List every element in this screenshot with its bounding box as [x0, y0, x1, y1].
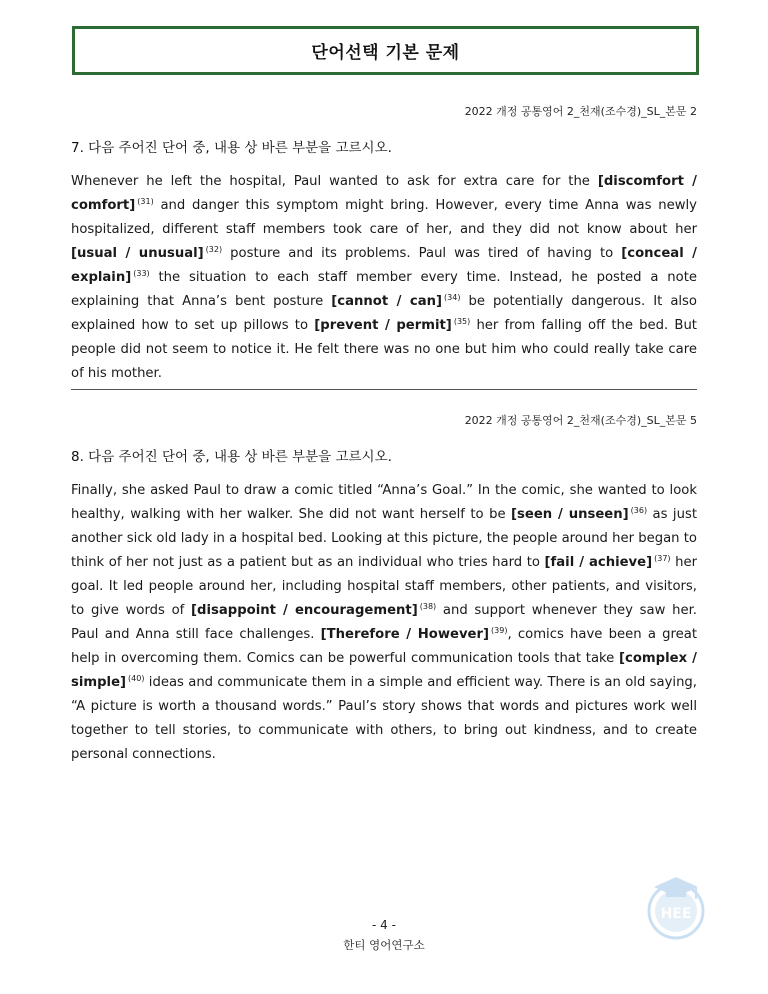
- passage-1: [71, 170, 697, 386]
- passage-text: be potentially dangerous. It also explained how to set up pillows to: [71, 294, 697, 333]
- choice-34: [cannot / can]: [331, 294, 443, 309]
- passage-text: and danger this symptom might bring. However, every time Anna was newly hospitalized, different staff members took care of her, and they did not know about her: [71, 198, 697, 237]
- choice-40: [complex / simple]: [71, 651, 697, 690]
- passage-text: her from falling off the bed. But people did not seem to notice it. He felt there was no one but him who could really take care of his mother.: [71, 318, 697, 381]
- passage-2: [71, 479, 697, 767]
- logo-text: HEE: [660, 906, 692, 922]
- passage-text: Finally, she asked Paul to draw a comic titled “Anna’s Goal.” In the comic, she wanted to look healthy, walking with her walker. She did not want herself to be: [71, 483, 697, 522]
- blank-number-39: (39): [491, 626, 508, 635]
- worksheet-title: 단어선택 기본 문제: [311, 43, 460, 63]
- passage-text: , comics have been a great help in overcoming them. Comics can be powerful communication tools that take: [71, 627, 697, 666]
- choice-33: [conceal / explain]: [71, 246, 698, 285]
- question-8: 8. 다음 주어진 단어 중, 내용 상 바른 부분을 고르시오.: [71, 449, 392, 465]
- passage-text: and support whenever they saw her. Paul and Anna still face challenges.: [71, 603, 697, 642]
- blank-number-33: (33): [133, 269, 150, 278]
- choice-31: [discomfort / comfort]: [71, 174, 698, 213]
- passage-text: as just another sick old lady in a hospital bed. Looking at this picture, the people around her began to think of her not just as a patient but as an individual who tries hard to: [71, 507, 697, 570]
- question-7: 7. 다음 주어진 단어 중, 내용 상 바른 부분을 고르시오.: [71, 140, 392, 156]
- choice-39: [Therefore / However]: [320, 627, 490, 642]
- blank-number-34: (34): [444, 293, 461, 302]
- choice-37: [fail / achieve]: [544, 555, 653, 570]
- passage-text: posture and its problems. Paul was tired of having to: [222, 246, 622, 261]
- blank-number-35: (35): [453, 317, 471, 326]
- choice-32: [usual / unusual]: [71, 246, 204, 261]
- blank-number-38: (38): [419, 602, 437, 611]
- blank-number-40: (40): [128, 674, 145, 683]
- source-label-2: 2022 개정 공통영어 2_천재(조수경)_SL_본문 5: [464, 414, 697, 427]
- passage-text: Whenever he left the hospital, Paul wanted to ask for extra care for the: [71, 174, 598, 189]
- section-divider: [71, 389, 697, 390]
- choice-35: [prevent / permit]: [314, 318, 452, 333]
- blank-number-37: (37): [654, 554, 671, 563]
- choice-38: [disappoint / encouragement]: [191, 603, 418, 618]
- blank-number-32: (32): [205, 245, 223, 254]
- hee-logo-icon: [644, 873, 708, 943]
- passage-text: ideas and communicate them in a simple and efficient way. There is an old saying, “A picture is worth a thousand words.” Paul’s story shows that words and pictures work well together to tell stories, to communicate with others, to bring out kindness, and to create personal connections.: [71, 675, 697, 762]
- page-number: - 4 -: [372, 918, 396, 932]
- passage-text: the situation to each staff member every time. Instead, he posted a note explaining that Anna’s bent posture: [71, 270, 697, 309]
- choice-36: [seen / unseen]: [511, 507, 629, 522]
- source-label-1: 2022 개정 공통영어 2_천재(조수경)_SL_본문 2: [464, 105, 697, 118]
- blank-number-31: (31): [137, 197, 154, 206]
- worksheet-title-box: [72, 26, 699, 75]
- blank-number-36: (36): [630, 506, 648, 515]
- footer-organization: 한티 영어연구소: [343, 938, 425, 952]
- passage-text: her goal. It led people around her, including hospital staff members, other patients, and visitors, to give words of: [71, 555, 698, 618]
